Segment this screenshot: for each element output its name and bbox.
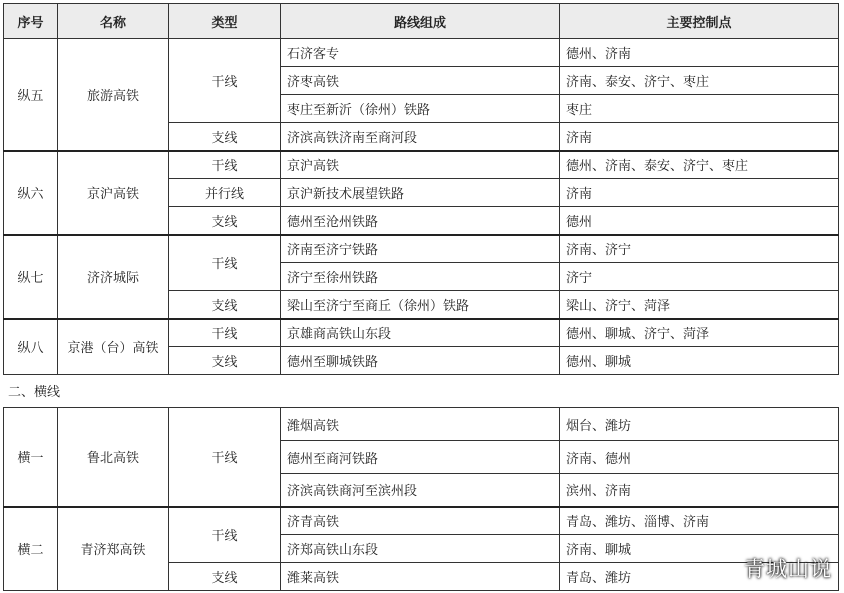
cell-type: 干线 — [169, 151, 281, 179]
cell-line-name: 鲁北高铁 — [58, 408, 169, 507]
cell-type: 支线 — [169, 291, 281, 319]
cell-points: 德州、聊城 — [560, 347, 839, 375]
cell-points: 济南、济宁 — [560, 235, 839, 263]
cell-type: 并行线 — [169, 179, 281, 207]
cell-seq: 纵六 — [4, 151, 58, 235]
cell-route: 梁山至济宁至商丘（徐州）铁路 — [281, 291, 560, 319]
table-header-row — [4, 4, 839, 39]
cell-seq: 横二 — [4, 507, 58, 591]
header-type: 类型 — [169, 4, 281, 39]
cell-points: 青岛、潍坊、淄博、济南 — [560, 507, 839, 535]
cell-type: 支线 — [169, 207, 281, 235]
railway-table-top — [3, 3, 839, 375]
cell-line-name: 济济城际 — [58, 235, 169, 319]
cell-type: 干线 — [169, 319, 281, 347]
cell-line-name: 旅游高铁 — [58, 39, 169, 151]
table-row — [4, 151, 839, 179]
cell-route: 德州至商河铁路 — [281, 441, 560, 474]
cell-points: 济宁 — [560, 263, 839, 291]
cell-type: 干线 — [169, 39, 281, 123]
cell-route: 济枣高铁 — [281, 67, 560, 95]
cell-line-name: 青济郑高铁 — [58, 507, 169, 591]
header-name: 名称 — [58, 4, 169, 39]
cell-points: 济南、泰安、济宁、枣庄 — [560, 67, 839, 95]
table-row — [4, 39, 839, 67]
cell-line-name: 京港（台）高铁 — [58, 319, 169, 375]
cell-route: 京雄商高铁山东段 — [281, 319, 560, 347]
watermark-text: 青城山说 — [744, 557, 832, 581]
cell-points: 济南 — [560, 179, 839, 207]
table-row — [4, 235, 839, 263]
cell-seq: 纵八 — [4, 319, 58, 375]
cell-route: 潍烟高铁 — [281, 408, 560, 441]
cell-points: 枣庄 — [560, 95, 839, 123]
cell-route: 京沪高铁 — [281, 151, 560, 179]
header-seq: 序号 — [4, 4, 58, 39]
railway-table-bottom — [3, 407, 839, 591]
cell-points: 德州 — [560, 207, 839, 235]
cell-route: 济滨高铁商河至滨州段 — [281, 474, 560, 507]
cell-points: 梁山、济宁、菏泽 — [560, 291, 839, 319]
cell-points: 济南 — [560, 123, 839, 151]
cell-type: 干线 — [169, 408, 281, 507]
cell-type: 干线 — [169, 507, 281, 563]
cell-route: 京沪新技术展望铁路 — [281, 179, 560, 207]
cell-points: 青岛、潍坊 — [560, 563, 839, 591]
cell-route: 枣庄至新沂（徐州）铁路 — [281, 95, 560, 123]
cell-seq: 纵五 — [4, 39, 58, 151]
cell-route: 济郑高铁山东段 — [281, 535, 560, 563]
cell-type: 支线 — [169, 123, 281, 151]
table-row — [4, 408, 839, 441]
cell-route: 德州至聊城铁路 — [281, 347, 560, 375]
cell-points: 德州、聊城、济宁、菏泽 — [560, 319, 839, 347]
cell-route: 济宁至徐州铁路 — [281, 263, 560, 291]
cell-route: 济南至济宁铁路 — [281, 235, 560, 263]
cell-seq: 横一 — [4, 408, 58, 507]
cell-points: 德州、济南 — [560, 39, 839, 67]
cell-seq: 纵七 — [4, 235, 58, 319]
cell-points: 济南、德州 — [560, 441, 839, 474]
cell-points: 滨州、济南 — [560, 474, 839, 507]
cell-points: 烟台、潍坊 — [560, 408, 839, 441]
header-route: 路线组成 — [281, 4, 560, 39]
table-row — [4, 507, 839, 535]
cell-route: 济滨高铁济南至商河段 — [281, 123, 560, 151]
cell-line-name: 京沪高铁 — [58, 151, 169, 235]
cell-points: 德州、济南、泰安、济宁、枣庄 — [560, 151, 839, 179]
cell-route: 德州至沧州铁路 — [281, 207, 560, 235]
cell-type: 支线 — [169, 563, 281, 591]
cell-points: 济南、聊城 — [560, 535, 839, 563]
header-points: 主要控制点 — [560, 4, 839, 39]
cell-type: 支线 — [169, 347, 281, 375]
table-row — [4, 319, 839, 347]
section-title: 二、横线 — [8, 385, 61, 400]
cell-route: 潍莱高铁 — [281, 563, 560, 591]
cell-route: 济青高铁 — [281, 507, 560, 535]
cell-route: 石济客专 — [281, 39, 560, 67]
cell-type: 干线 — [169, 235, 281, 291]
